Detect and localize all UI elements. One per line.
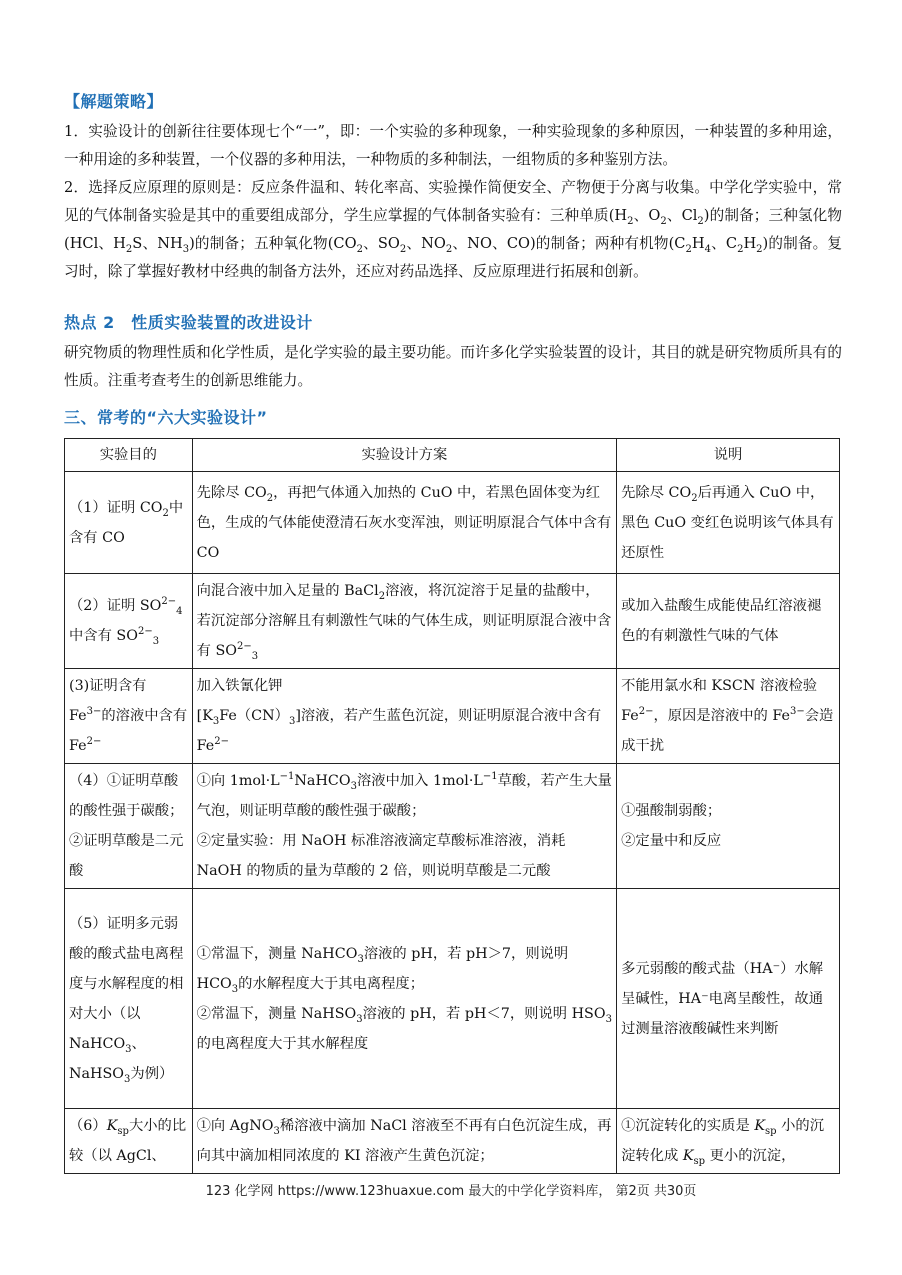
- row2-note: 或加入盐酸生成能使品红溶液褪色的有刺激性气味的气体: [617, 574, 840, 669]
- header-note: 说明: [617, 439, 840, 472]
- table-row: [65, 472, 840, 574]
- strategy-paragraph-2: 2．选择反应原理的原则是：反应条件温和、转化率高、实验操作简便安全、产物便于分离与收集。中学化学实验中，常见的气体制备实验是其中的重要组成部分，学生应掌握的气体制备实验有：三种单质($H_2$、$O_2$、$Cl_2$)的制备；三种氢化物(HCl、$H_2S$、$NH_3$)的制备；五种氧化物($CO_2$、$SO_2$、$NO_2$、NO、CO)的制备；两种有机物($C_2H_4$、$C_2H_2$)的制备。复习时，除了掌握好教材中经典的制备方法外，还应对药品选择、反应原理进行拓展和创新。: [64, 179, 843, 280]
- row6-note: ①沉淀转化的实质是 $K_{sp}$ 小的沉淀转化成 $K_{sp}$ 更小的沉淀，: [617, 1109, 840, 1174]
- row2-purpose: （2）证明 $SO^{2-}_4$中含有 $SO^{2-}_3$: [65, 574, 193, 669]
- strategy-paragraph-1: 1．实验设计的创新往往要体现七个“一”，即：一个实验的多种现象，一种实验现象的多种原因，一种装置的多种用途，一种用途的多种装置，一个仪器的多种用法，一种物质的多种制法，一组物质的多种鉴别方法。: [64, 123, 842, 168]
- table-row: [65, 574, 840, 669]
- row3-purpose: (3)证明含有 $Fe^{3-}$的溶液中含有 $Fe^{2-}$: [65, 669, 193, 764]
- row1-purpose: （1）证明 $CO_2$中含有 CO: [65, 472, 193, 574]
- section3-title: 三、常考的“六大实验设计”: [64, 408, 268, 427]
- row1-plan: 先除尽 $CO_2$，再把气体通入加热的 CuO 中，若黑色固体变为红色，生成的气体能使澄清石灰水变浑浊，则证明原混合气体中含有 CO: [192, 472, 616, 574]
- row4-note: ①强酸制弱酸； ②定量中和反应: [617, 764, 840, 889]
- hotspot-title: 热点 2 性质实验装置的改进设计: [64, 313, 313, 332]
- page-footer: 123 化学网 https://www.123huaxue.com 最大的中学化学资料库， 第2页 共30页: [205, 1184, 697, 1199]
- row6-purpose: $(6)K_{sp}$大小的比较（以 AgCl、: [65, 1109, 193, 1174]
- header-purpose: 实验目的: [65, 439, 193, 472]
- row4-purpose: （4）①证明草酸的酸性强于碳酸；②证明草酸是二元酸: [65, 764, 193, 889]
- table-row: [65, 764, 840, 889]
- experiment-design-table: [64, 438, 840, 1174]
- header-plan: 实验设计方案: [192, 439, 616, 472]
- row6-plan: ①向 AgNO$_3$稀溶液中滴加 NaCl 溶液至不再有白色沉淀生成，再向其中滴加相同浓度的 KI 溶液产生黄色沉淀；: [192, 1109, 616, 1174]
- row4-plan: ①向 $1mol\cdot L^{-1}NaHCO_3$溶液中加入 $1mol\cdot L^{-1}$草酸，若产生大量气泡，则证明草酸的酸性强于碳酸； ②定量实验：用 NaOH 标准溶液滴定草酸标准溶液，消耗 NaOH 的物质的量为草酸的 2 倍，则说明草酸是二元酸: [192, 764, 616, 889]
- row1-note: 先除尽 $CO_2$后再通入 CuO 中，黑色 CuO 变红色说明该气体具有还原性: [617, 472, 840, 574]
- table-row: [65, 669, 840, 764]
- strategy-title: 【解题策略】: [64, 92, 164, 111]
- row3-note: 不能用氯水和 KSCN 溶液检验 $Fe^{2-}$，原因是溶液中的 $Fe^{3-}$会造成干扰: [617, 669, 840, 764]
- row5-note: 多元弱酸的酸式盐（HA⁻）水解呈碱性，HA⁻电离呈酸性，故通过测量溶液酸碱性来判断: [617, 889, 840, 1109]
- table-row: [65, 1109, 840, 1174]
- table-header-row: [65, 439, 840, 472]
- row5-plan: ①常温下，测量 NaHCO$_3$溶液的 pH，若 pH＞7，则说明 $HCO_3$的水解程度大于其电离程度； ②常温下，测量 NaHSO$_3$溶液的 pH，若 pH＜7，则说明 $HSO_3$的电离程度大于其水解程度: [192, 889, 616, 1109]
- table-row: [65, 889, 840, 1109]
- hotspot-paragraph: 研究物质的物理性质和化学性质，是化学实验的最主要功能。而许多化学实验装置的设计，其目的就是研究物质所具有的性质。注重考查考生的创新思维能力。: [64, 344, 842, 389]
- row2-plan: 向混合液中加入足量的 BaCl$_2$溶液，将沉淀溶于足量的盐酸中，若沉淀部分溶解且有刺激性气味的气体生成，则证明原混合液中含有 $SO^{2-}_3$: [192, 574, 616, 669]
- row5-purpose: （5）证明多元弱酸的酸式盐电离程度与水解程度的相对大小（以 NaHCO$_3$、NaHSO$_3$为例）: [65, 889, 193, 1109]
- row3-plan: 加入铁氰化钾 $[K_3Fe(CN)_3]$溶液，若产生蓝色沉淀，则证明原混合液中含有 $Fe^{2-}$: [192, 669, 616, 764]
